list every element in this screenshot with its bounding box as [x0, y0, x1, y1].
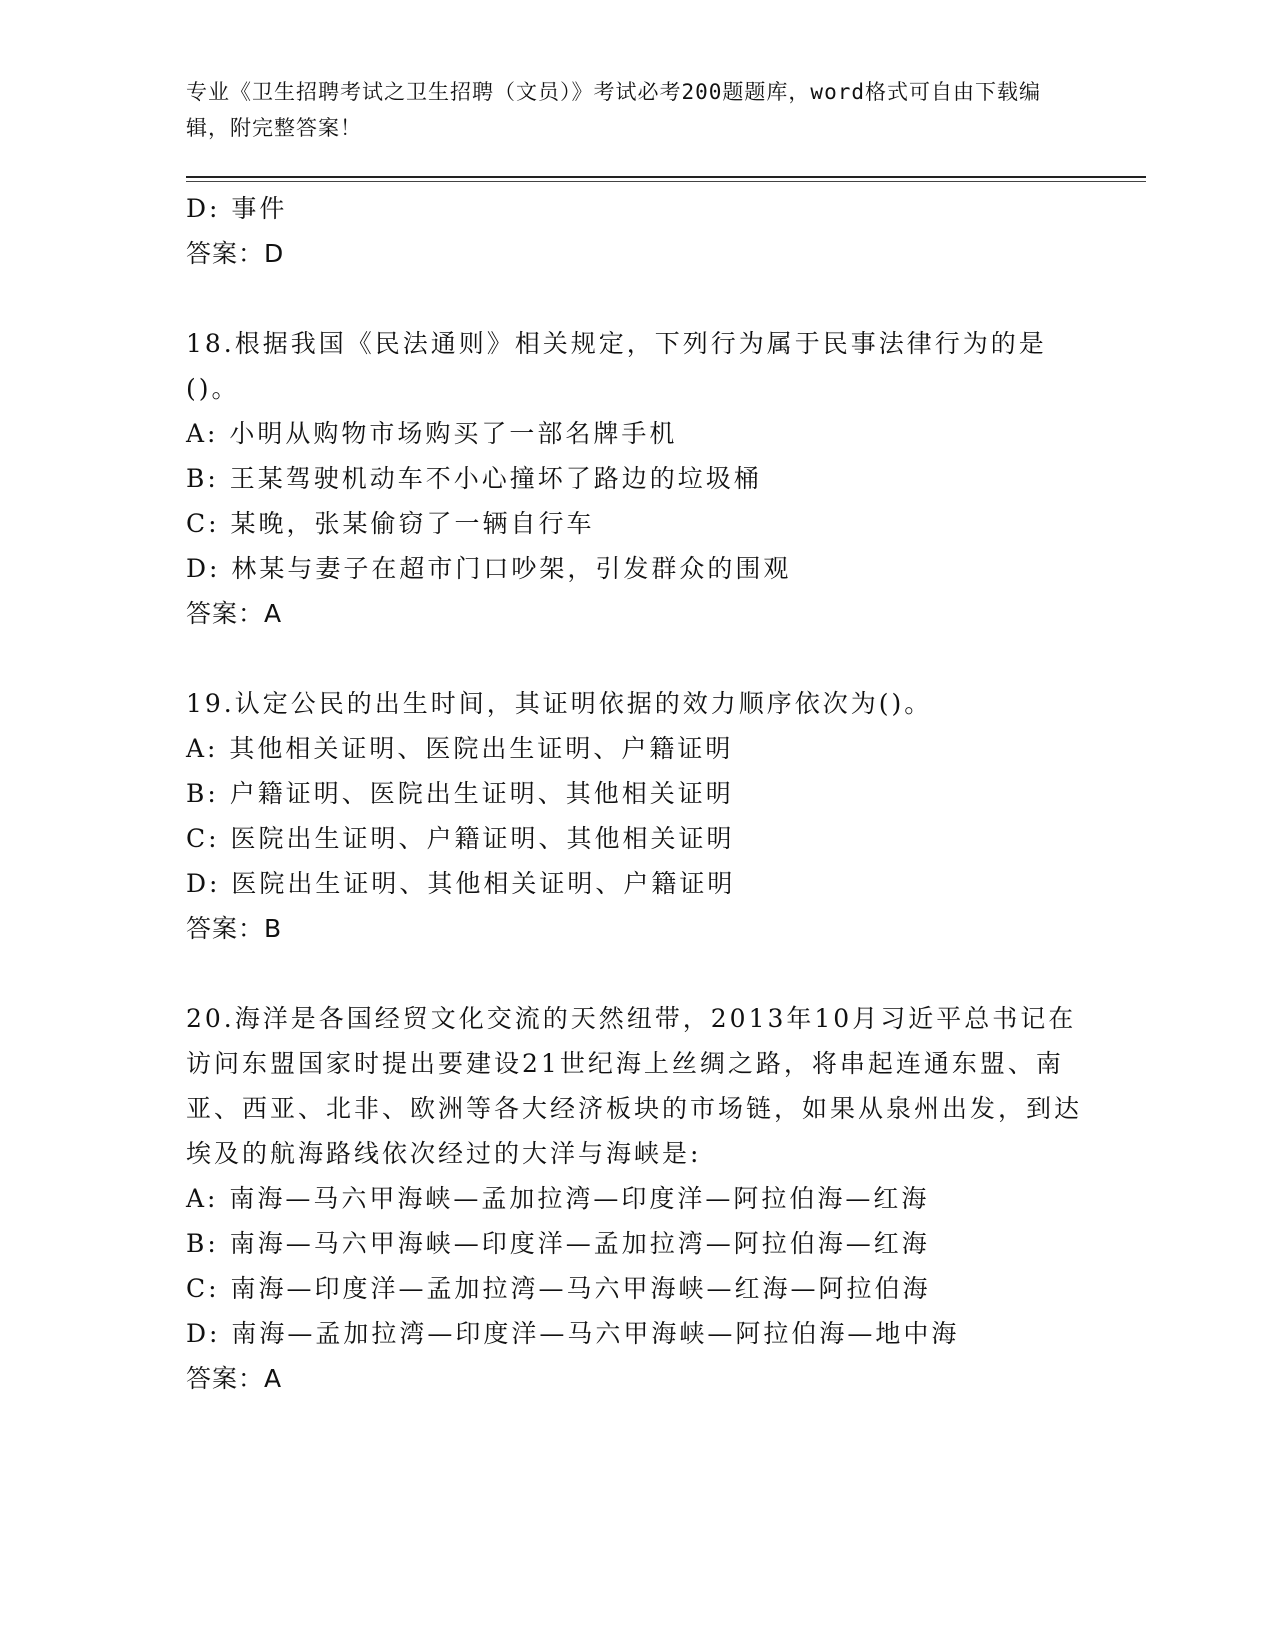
option-b: B: 王某驾驶机动车不小心撞坏了路边的垃圾桶 [186, 464, 762, 493]
prev-question-fragment [186, 186, 1086, 276]
option-c: C: 某晚，张某偷窃了一辆自行车 [186, 509, 595, 538]
option-d: D: 林某与妻子在超市门口吵架，引发群众的围观 [186, 554, 792, 583]
option-c: C: 医院出生证明、户籍证明、其他相关证明 [186, 824, 735, 853]
header-rule-thin [186, 181, 1146, 182]
question-stem: 18.根据我国《民法通则》相关规定，下列行为属于民事法律行为的是()。 [186, 329, 1047, 403]
question-19 [186, 681, 1086, 951]
option-c: C: 南海—印度洋—孟加拉湾—马六甲海峡—红海—阿拉伯海 [186, 1274, 931, 1303]
option-b: B: 南海—马六甲海峡—印度洋—孟加拉湾—阿拉伯海—红海 [186, 1229, 930, 1258]
option-a: A: 小明从购物市场购买了一部名牌手机 [186, 419, 678, 448]
question-stem: 19.认定公民的出生时间，其证明依据的效力顺序依次为()。 [186, 689, 933, 718]
option-a: A: 南海—马六甲海峡—孟加拉湾—印度洋—阿拉伯海—红海 [186, 1184, 930, 1213]
option-d: D: 事件 [186, 194, 288, 223]
answer-line: 答案：A [186, 1364, 283, 1393]
header-rule-thick [186, 176, 1146, 178]
header-text: 专业《卫生招聘考试之卫生招聘（文员）》考试必考200题题库，word格式可自由下载编辑，附完整答案！ [186, 80, 1041, 140]
answer-line: 答案：D [186, 239, 285, 268]
option-d: D: 南海—孟加拉湾—印度洋—马六甲海峡—阿拉伯海—地中海 [186, 1319, 960, 1348]
question-18 [186, 321, 1086, 636]
option-b: B: 户籍证明、医院出生证明、其他相关证明 [186, 779, 734, 808]
question-stem: 20.海洋是各国经贸文化交流的天然纽带，2013年10月习近平总书记在访问东盟国家时提出要建设21世纪海上丝绸之路，将串起连通东盟、南亚、西亚、北非、欧洲等各大经济板块的市场链，如果从泉州出发，到达埃及的航海路线依次经过的大洋与海峡是: [186, 1004, 1083, 1168]
question-content [186, 186, 1086, 1401]
answer-line: 答案：A [186, 599, 283, 628]
option-d: D: 医院出生证明、其他相关证明、户籍证明 [186, 869, 736, 898]
option-a: A: 其他相关证明、医院出生证明、户籍证明 [186, 734, 734, 763]
answer-line: 答案：B [186, 914, 283, 943]
question-20 [186, 996, 1086, 1401]
document-header [186, 74, 1066, 146]
